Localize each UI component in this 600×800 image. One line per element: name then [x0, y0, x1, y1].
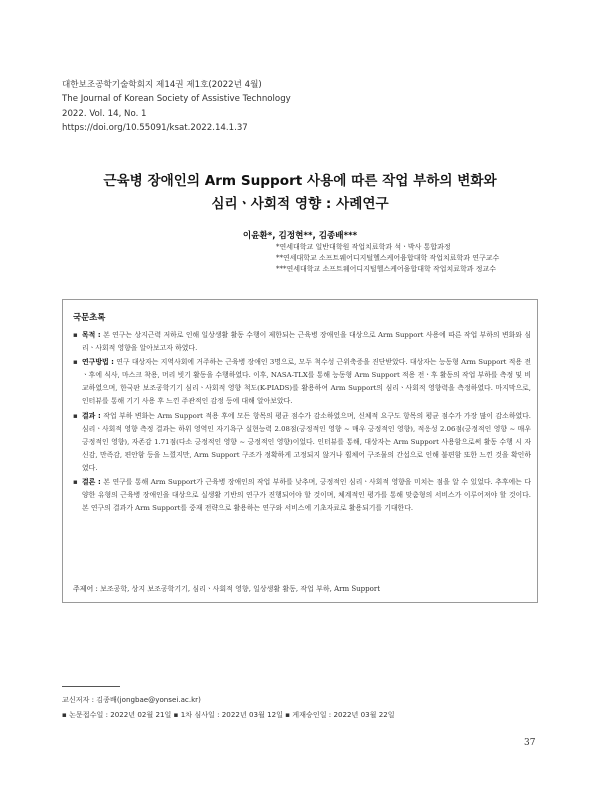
section-text: 작업 부하 변화는 Arm Support 적용 후에 모든 항목의 평균 점수가 감소하였으며, 신체적 요구도 항목의 평균 점수가 가장 많이 감소하였다. 심리ㆍ사회적 영향 측정 결과는 하위 영역인 자기욕구 실현능력 2.08점(긍정적인 영향 ~ 매우 긍정적인 영향), 적응성 2.06점(긍정적인 영향 ~ 매우 긍정적인 영향), 자존감 1.71점(다소 긍정적인 영향 ~ 긍정적인 영향)이었다. 인터뷰를 통해, 대상자는 Arm Support 사용함으로써 활동 수행 시 자신감, 만족감, 편안함 등을 느꼈지만, Arm Support 구조가 정확하게 고정되지 않거나 휠체어 구조물의 간섭으로 인해 불편함 또한 느낀 것을 확인하였다. — [82, 411, 531, 472]
abstract-heading: 국문초록 — [73, 312, 106, 322]
paper-title — [0, 170, 600, 216]
section-label: 결론 : — [82, 478, 101, 487]
journal-doi[interactable]: https://doi.org/10.55091/ksat.2022.14.1.37 — [62, 122, 248, 133]
journal-name-ko: 대한보조공학기술학회지 제14권 제1호(2022년 4월) — [62, 80, 262, 90]
abstract-body — [73, 329, 531, 516]
affiliation-3: ***연세대학교 소프트웨어디지털헬스케어융합대학 작업치료학과 정교수 — [276, 264, 497, 273]
bullet-icon: ▪ — [73, 331, 78, 339]
abstract-results — [73, 410, 531, 475]
title-line-2: 심리ㆍ사회적 영향 : 사례연구 — [211, 196, 389, 212]
bullet-icon: ▪ — [73, 478, 78, 487]
section-label: 결과 : — [82, 411, 101, 420]
footnote — [62, 693, 395, 722]
journal-volume: 2022. Vol. 14, No. 1 — [62, 108, 147, 119]
author-list: 이윤환*, 김정현**, 김종배*** — [242, 231, 358, 241]
abstract-box — [62, 299, 538, 603]
journal-header — [62, 78, 291, 135]
bullet-icon: ▪ — [73, 358, 78, 367]
section-text: 본 연구를 통해 Arm Support가 근육병 장애인의 작업 부하를 낮추며, 긍정적인 심리ㆍ사회적 영향을 미치는 점을 알 수 있었다. 추후에는 다양한 유형의 근육병 장애인을 대상으로 실생활 기반의 연구가 진행되어야 할 것이며, 체계적인 평가를 통해 맞춤형의 서비스가 이루어져야 할 것이다. 본 연구의 결과가 Arm Support를 중재 전략으로 활용하는 연구와 서비스에 기초자료로 활용되기를 기대한다. — [82, 478, 531, 513]
bullet-icon: ▪ — [73, 411, 78, 420]
abstract-methods — [73, 356, 531, 408]
page-number: 37 — [524, 738, 536, 748]
section-text: 연구 대상자는 지역사회에 거주하는 근육병 장애인 3명으로, 모두 척수성 근위축증을 진단받았다. 대상자는 능동형 Arm Support 적용 전ㆍ후에 식사, 마스크 착용, 머리 빗기 활동을 수행하였다. 이후, NASA-TLX를 통해 능동형 Arm Support 적용 전ㆍ후 활동의 작업 부하를 측정 및 비교하였으며, 한국판 보조공학기기 심리ㆍ사회적 영향 척도(K-PIADS)를 활용하여 Arm Support의 심리ㆍ사회적 영향력을 측정하였다. 마지막으로, 인터뷰를 통해 기기 사용 후 느낀 주관적인 감정 등에 대해 알아보았다. — [82, 358, 532, 406]
title-line-1: 근육병 장애인의 Arm Support 사용에 따른 작업 부하의 변화와 — [103, 173, 497, 189]
abstract-conclusion — [73, 476, 531, 515]
keywords-label: 주제어 : — [73, 585, 98, 593]
submission-dates: ▪ 논문접수일 : 2022년 02월 21일 ▪ 1차 심사일 : 2022년 03월 12일 ▪ 게재승인일 : 2022년 03월 22일 — [62, 709, 395, 719]
journal-name-en: The Journal of Korean Society of Assistive Technology — [62, 94, 291, 105]
keywords — [73, 584, 380, 594]
section-label: 목적 : — [82, 331, 101, 339]
abstract-purpose — [73, 329, 531, 355]
footnote-divider — [62, 686, 120, 687]
affiliation-1: *연세대학교 일반대학원 작업치료학과 석ㆍ박사 통합과정 — [276, 243, 451, 251]
keywords-text: 보조공학, 상지 보조공학기기, 심리ㆍ사회적 영향, 일상생활 활동, 작업 부하, Arm Support — [97, 585, 381, 593]
section-label: 연구방법 : — [82, 358, 114, 367]
affiliations — [276, 242, 499, 274]
affiliation-2: **연세대학교 소프트웨어디지털헬스케어융합대학 작업치료학과 연구교수 — [276, 253, 500, 262]
section-text: 본 연구는 상지근력 저하로 인해 일상생활 활동 수행이 제한되는 근육병 장애인을 대상으로 Arm Support 사용에 따른 작업 부하의 변화와 심리ㆍ사회적 영향을 알아보고자 하였다. — [82, 331, 531, 353]
corresponding-author: 교신저자 : 김종배(jongbae@yonsei.ac.kr) — [62, 695, 201, 704]
